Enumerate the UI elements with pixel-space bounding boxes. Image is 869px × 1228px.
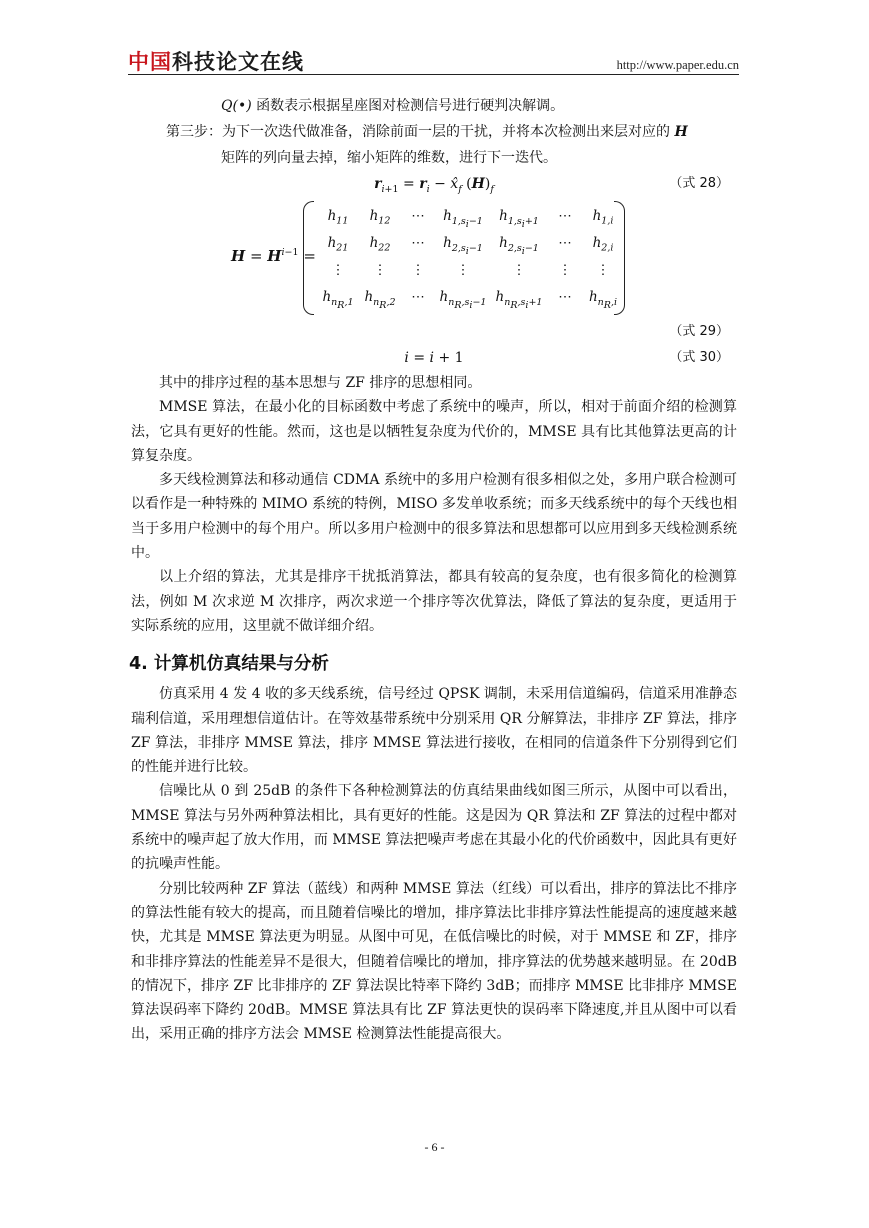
equation-28 [131, 171, 737, 197]
q-function-symbol: Q(•) [221, 98, 252, 114]
matrix-cell: $h_{n_R,s_i-1}$ [439, 289, 487, 311]
matrix-cell: $h_{22}$ [369, 235, 391, 254]
step3-line2: 矩阵的列向量去掉，缩小矩阵的维数，进行下一迭代。 [221, 150, 557, 166]
matrix-cell: ⋮ [411, 262, 425, 278]
matrix-cell: $h_{n_R,2}$ [364, 289, 396, 311]
paragraph-simulation-setup: 仿真采用 4 发 4 收的多天线系统，信号经过 QPSK 调制，未采用信道编码，信道采用准静态瑞利信道，采用理想信道估计。在等效基带系统中分别采用 QR 分解算法，非排序 ZF 算法，排序 ZF 算法，非排序 MMSE 算法，排序 MMSE 算法进行接收，在相同的信道条件下分别得到它们的性能并进行比较。 [131, 686, 737, 776]
equation-30-label: （式 30） [669, 350, 729, 365]
matrix-cell: $h_{1,s_i-1}$ [443, 208, 483, 230]
matrix-left-paren [303, 201, 314, 315]
matrix-cell: ⋮ [512, 262, 526, 278]
matrix-cell: ⋮ [373, 262, 387, 278]
header-rule [128, 74, 739, 75]
page-content [131, 93, 737, 1047]
matrix-grid [317, 203, 623, 311]
equation-30 [131, 345, 737, 371]
matrix-cell: ⋮ [456, 262, 470, 278]
matrix-cell: ⋯ [411, 289, 425, 305]
matrix-cell: ⋯ [558, 208, 572, 224]
matrix-cell: $h_{12}$ [369, 208, 391, 227]
matrix-cell: $h_{1,s_i+1}$ [499, 208, 539, 230]
matrix-cell: $h_{2,s_i-1}$ [499, 235, 539, 257]
matrix-cell: $h_{2,i}$ [592, 235, 614, 254]
header-url[interactable]: http://www.paper.edu.cn [616, 58, 739, 72]
journal-logo [128, 46, 304, 76]
paragraph-sorting-note: 其中的排序过程的基本思想与 ZF 排序的思想相同。 [159, 375, 482, 391]
paragraph-snr-results: 信噪比从 0 到 25dB 的条件下各种检测算法的仿真结果曲线如图三所示，从图中可以看出，MMSE 算法与另外两种算法相比，具有更好的性能。这是因为 QR 算法和 ZF 算法的过程中都对系统中的噪声起了放大作用，而 MMSE 算法把噪声考虑在其最小化的代价函数中，因此具有更好的抗噪声性能。 [131, 783, 737, 873]
q-function-line [131, 93, 737, 119]
equation-29-label-row [131, 319, 737, 345]
matrix-cell: ⋯ [411, 208, 425, 224]
matrix-cell: $h_{21}$ [327, 235, 349, 254]
matrix-cell: ⋮ [331, 262, 345, 278]
equation-29 [131, 201, 737, 319]
equation-29-lhs: $H = H^{i-1}$ = [231, 247, 316, 265]
logo-dark-text: 科技论文在线 [172, 50, 304, 74]
matrix-right-paren [614, 201, 625, 315]
matrix-cell: ⋮ [558, 262, 572, 278]
step3-line1 [131, 119, 737, 145]
matrix-cell: $h_{n_R,i}$ [588, 289, 618, 311]
section-heading: 4. 计算机仿真结果与分析 [129, 654, 329, 675]
matrix-cell: ⋯ [411, 235, 425, 251]
matrix-cell: $h_{1,i}$ [592, 208, 614, 227]
equation-28-formula: $r_{i+1} = r_i$ − $x̂_f$ $(H)_f$ [374, 176, 494, 195]
step3-H-symbol: H [674, 124, 688, 140]
paragraph-simplified: 以上介绍的算法，尤其是排序干扰抵消算法，都具有较高的复杂度，也有很多简化的检测算法，例如 M 次求逆 M 次排序，两次求逆一个排序等次优算法，降低了算法的复杂度，更适用于实际系统的应用，这里就不做详细介绍。 [131, 569, 737, 634]
paragraph-mmse: MMSE 算法，在最小化的目标函数中考虑了系统中的噪声，所以，相对于前面介绍的检测算法，它具有更好的性能。然而，这也是以牺牲复杂度为代价的，MMSE 具有比其他算法更高的计算复杂度。 [131, 399, 737, 464]
step3-text: 第三步：为下一次迭代做准备，消除前面一层的干扰，并将本次检测出来层对应的 [166, 124, 675, 140]
matrix-cell: ⋮ [596, 262, 610, 278]
matrix-H [303, 201, 625, 313]
page-number: - 6 - [424, 1140, 445, 1154]
paragraph-comparison: 分别比较两种 ZF 算法（蓝线）和两种 MMSE 算法（红线）可以看出，排序的算法比不排序的算法性能有较大的提高，而且随着信噪比的增加，排序算法比非排序算法性能提高的速度越来越快，尤其是 MMSE 算法更为明显。从图中可见，在低信噪比的时候，对于 MMSE 和 ZF，排序和非排序算法的性能差异不是很大，但随着信噪比的增加，排序算法的优势越来越明显。在 20dB 的情况下，排序 ZF 比非排序的 ZF 算法误比特率下降约 3dB；而排序 MMSE 比非排序 MMSE 算法误码率下降约 20dB。MMSE 算法具有比 ZF 算法更快的误码率下降速度,并且从图中可以看出，采用正确的排序方法会 MMSE 检测算法性能提高很大。 [131, 880, 737, 1043]
logo-red-text: 中国 [128, 50, 172, 74]
matrix-cell: $h_{11}$ [327, 208, 349, 227]
equation-29-label: （式 29） [669, 324, 729, 339]
matrix-cell: $h_{2,s_i-1}$ [443, 235, 483, 257]
matrix-cell: $h_{n_R,1}$ [322, 289, 354, 311]
q-function-desc: 函数表示根据星座图对检测信号进行硬判决解调。 [251, 98, 565, 114]
matrix-cell: $h_{n_R,s_i+1}$ [495, 289, 543, 311]
equation-30-formula: i = i + 1 [404, 350, 464, 366]
paragraph-cdma: 多天线检测算法和移动通信 CDMA 系统中的多用户检测有很多相似之处，多用户联合检测可以看作是一种特殊的 MIMO 系统的特例，MISO 多发单收系统；而多天线系统中的每个天线也相当于多用户检测中的每个用户。所以多用户检测中的很多算法和思想都可以应用到多天线检测系统中。 [131, 472, 737, 562]
equation-28-label: （式 28） [669, 176, 729, 191]
matrix-cell: ⋯ [558, 235, 572, 251]
matrix-cell: ⋯ [558, 289, 572, 305]
